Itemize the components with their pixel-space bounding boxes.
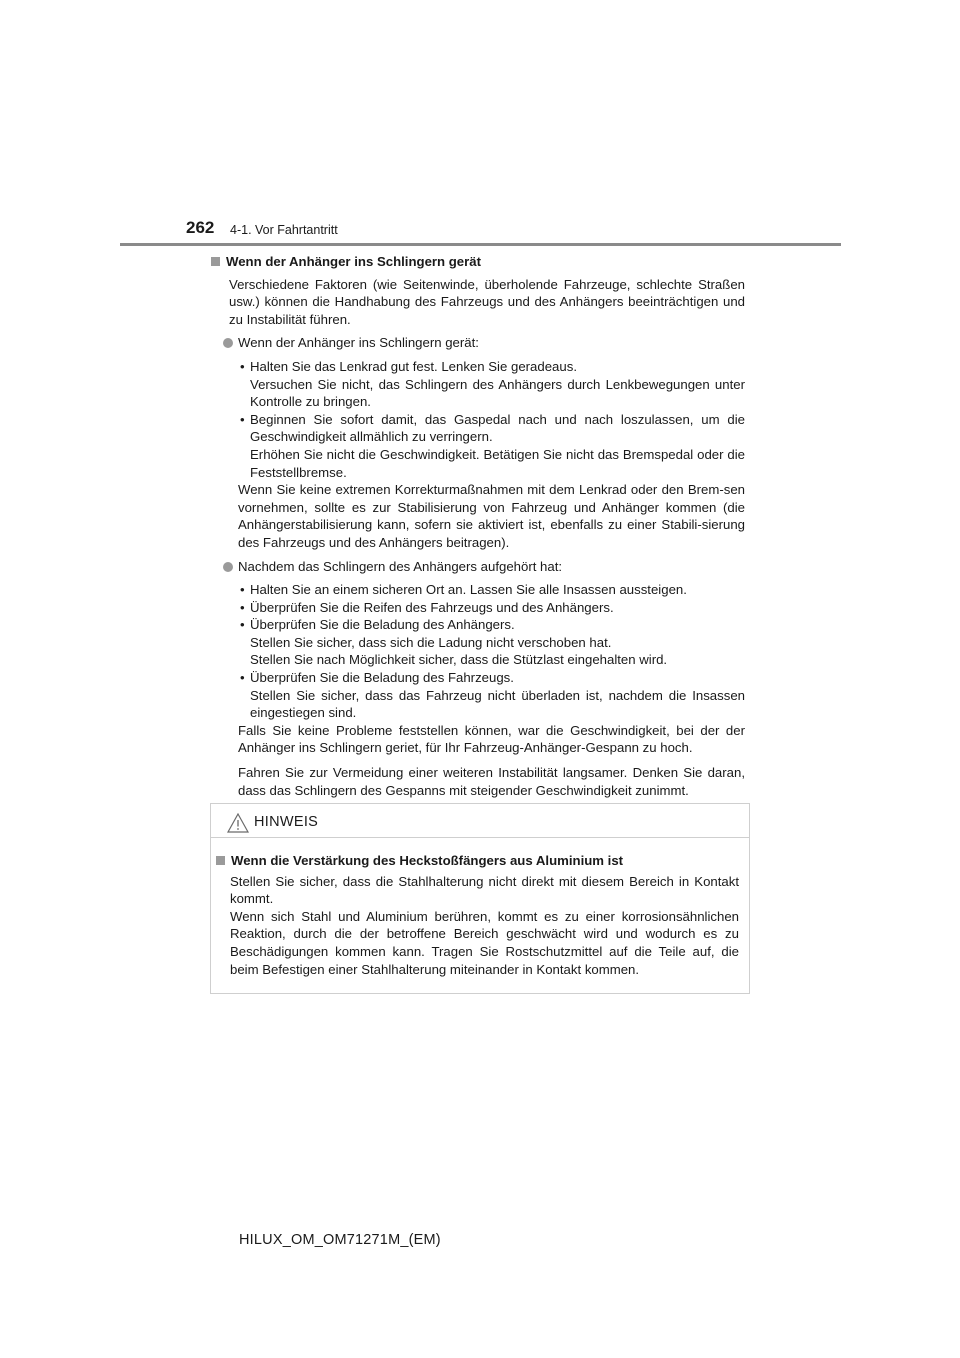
list-item-text: Überprüfen Sie die Reifen des Fahrzeugs und des Anhängers. <box>250 599 614 615</box>
bullet-sway <box>211 334 745 352</box>
notice-label: HINWEIS <box>254 814 319 830</box>
list-marker: • <box>240 617 245 633</box>
list-item <box>211 616 745 634</box>
list-item-continuation: Erhöhen Sie nicht die Geschwindigkeit. Betätigen Sie nicht das Bremspedal oder die Feststellbremse. <box>250 446 745 480</box>
bullet-after-paragraph: Wenn Sie keine extremen Korrekturmaßnahmen mit dem Lenkrad oder den Brem-sen vornehmen, sollte es zur Stabilisierung von Fahrzeug und Anhänger kommen (die Anhängerstabilisierung kann, sofern sie aktiviert ist, ebenfalls zu einer Stabili-sierung des Fahrzeugs und des Anhängers beitragen). <box>238 482 745 550</box>
bullet-label: Nachdem das Schlingern des Anhängers aufgehört hat: <box>238 558 563 574</box>
list-item <box>211 358 745 376</box>
square-bullet-icon <box>216 856 225 865</box>
list-marker: • <box>240 670 245 686</box>
footer-code: HILUX_OM_OM71271M_(EM) <box>239 1232 441 1248</box>
notice-title <box>216 852 739 870</box>
list-marker: • <box>240 599 245 615</box>
square-bullet-icon <box>211 257 220 266</box>
list-marker: • <box>240 358 245 374</box>
page-number: 262 <box>186 218 215 237</box>
list-item <box>211 599 745 617</box>
list-item-text: Halten Sie an einem sicheren Ort an. Lassen Sie alle Insassen aussteigen. <box>250 582 687 598</box>
list-marker: • <box>240 411 245 427</box>
list-item-continuation: Versuchen Sie nicht, das Schlingern des Anhängers durch Lenkbewegungen unter Kontrolle zu bringen. <box>250 376 745 410</box>
bullet-after-paragraph: Fahren Sie zur Vermeidung einer weiteren Instabilität langsamer. Denken Sie daran, dass das Schlingern des Gespanns mit steigender Geschwindigkeit zunimmt. <box>238 765 745 798</box>
section-title <box>211 253 745 271</box>
list-item <box>211 669 745 687</box>
circle-bullet-icon <box>223 562 233 572</box>
notice-paragraph: Wenn sich Stahl und Aluminium berühren, kommt es zu einer korrosionsähnlichen Reaktion, durch die der betroffene Bereich geschwächt wird und wodurch es zu Beschädigungen kommen kann. Tragen Sie Rostschutzmittel auf die Teile auf, die beim Befestigen einer Stahlhalterung miteinander in Kontakt kommen. <box>230 908 739 977</box>
list-item-continuation: Stellen Sie sicher, dass sich die Ladung nicht verschoben hat. <box>250 634 612 650</box>
list-marker: • <box>240 582 245 598</box>
list-item <box>211 581 745 599</box>
warning-triangle-icon <box>227 813 249 833</box>
notice-title-text: Wenn die Verstärkung des Heckstoßfängers aus Aluminium ist <box>231 853 624 868</box>
list-item-text: Beginnen Sie sofort damit, das Gaspedal nach und nach loszulassen, um die Geschwindigkeit allmählich zu verringern. <box>250 411 745 445</box>
circle-bullet-icon <box>223 338 233 348</box>
notice-body <box>211 838 749 978</box>
header-rule <box>120 243 841 246</box>
list-item-text: Halten Sie das Lenkrad gut fest. Lenken Sie geradeaus. <box>250 358 577 374</box>
bullet-after-sway <box>211 558 745 576</box>
list-item-text: Überprüfen Sie die Beladung des Anhängers. <box>250 617 515 633</box>
notice-paragraph: Stellen Sie sicher, dass die Stahlhalterung nicht direkt mit diesem Bereich in Kontakt kommt. <box>230 873 739 907</box>
section-title-text: Wenn der Anhänger ins Schlingern gerät <box>226 254 481 269</box>
bullet-after-paragraph: Falls Sie keine Probleme feststellen können, war die Geschwindigkeit, bei der der Anhänger ins Schlingern geriet, für Ihr Fahrzeug-Anhänger-Gespann zu hoch. <box>238 722 745 756</box>
list-item-continuation: Stellen Sie sicher, dass das Fahrzeug nicht überladen ist, nachdem die Insassen eingestiegen sind. <box>250 687 745 721</box>
intro-paragraph: Verschiedene Faktoren (wie Seitenwinde, überholende Fahrzeuge, schlechte Straßen usw.) können die Handhabung des Fahrzeugs und des Anhängers beeinträchtigen und zu Instabilität führen. <box>229 276 745 327</box>
main-content <box>211 253 745 805</box>
list-item-continuation: Stellen Sie nach Möglichkeit sicher, dass die Stützlast eingehalten wird. <box>250 652 668 668</box>
bullet-label: Wenn der Anhänger ins Schlingern gerät: <box>238 335 479 351</box>
list-item <box>211 411 745 446</box>
list-item-text: Überprüfen Sie die Beladung des Fahrzeugs. <box>250 670 514 686</box>
notice-header <box>211 804 749 838</box>
section-header: 4-1. Vor Fahrtantritt <box>230 223 338 237</box>
notice-box <box>210 803 750 994</box>
